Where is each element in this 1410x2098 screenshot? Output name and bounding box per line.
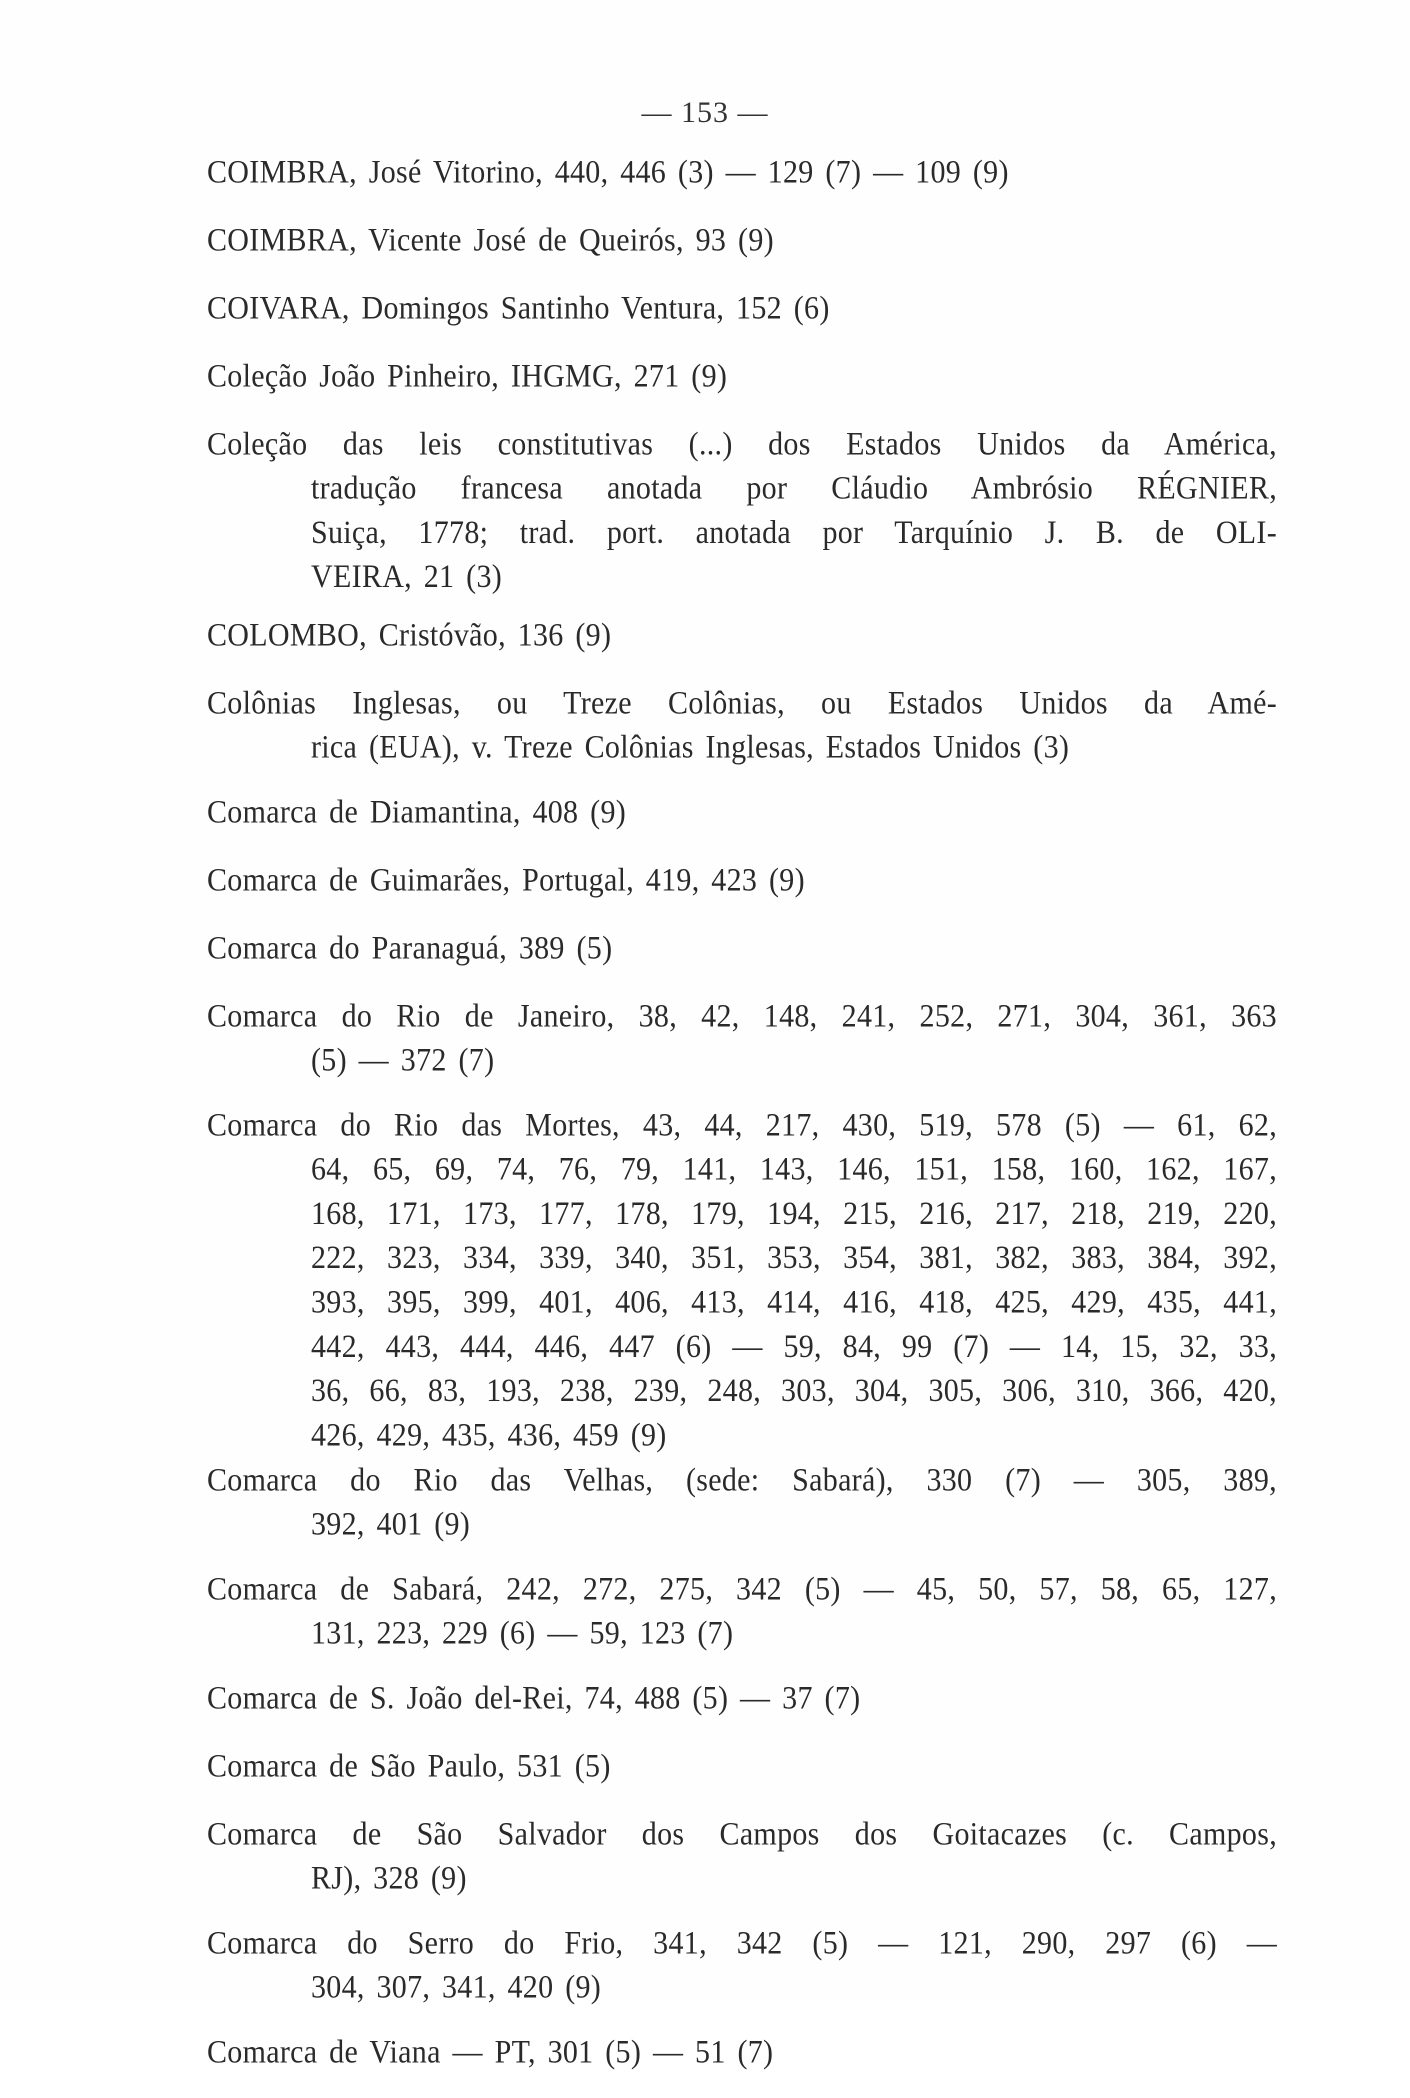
index-entry [207, 354, 1277, 398]
index-entry [207, 858, 1277, 902]
index-entry-continuation-line: 36, 66, 83, 193, 238, 239, 248, 303, 304, 305, 306, 310, 366, 420, [311, 1373, 1277, 1409]
index-entry-heading-line: Comarca do Rio das Velhas, (sede: Sabará), 330 (7) — 305, 389, [207, 1462, 1277, 1498]
index-entry-continuation-line: Suiça, 1778; trad. port. anotada por Tarquínio J. B. de OLI- [311, 514, 1277, 551]
index-entry-heading-line: Comarca do Paranaguá, 389 (5) [207, 930, 613, 966]
index-entry-heading-line: Coleção das leis constitutivas (...) dos Estados Unidos da América, [207, 426, 1277, 462]
index-entry-continuation-line: 392, 401 (9) [311, 1506, 471, 1543]
index-entry-continuation-line: 426, 429, 435, 436, 459 (9) [311, 1417, 667, 1453]
index-entry [207, 1744, 1277, 1788]
index-entry-heading-line: Coleção João Pinheiro, IHGMG, 271 (9) [207, 358, 728, 394]
index-entry [207, 926, 1277, 970]
index-entry [207, 150, 1277, 194]
index-entry-heading-line: COIMBRA, José Vitorino, 440, 446 (3) — 129 (7) — 109 (9) [207, 154, 1009, 190]
index-entry-heading-line: COLOMBO, Cristóvão, 136 (9) [207, 617, 612, 653]
index-entry-continuation-line: (5) — 372 (7) [311, 1042, 495, 1079]
index-entry-heading-line: Comarca de Viana — PT, 301 (5) — 51 (7) [207, 2034, 774, 2070]
index-entry-heading-line: Colônias Inglesas, ou Treze Colônias, ou Estados Unidos da Amé- [207, 685, 1277, 721]
index-entry-continuation-line: 393, 395, 399, 401, 406, 413, 414, 416, 418, 425, 429, 435, 441, [311, 1284, 1277, 1321]
index-entry-continuation-line: 131, 223, 229 (6) — 59, 123 (7) [311, 1615, 734, 1652]
index-entry [207, 790, 1277, 834]
index-entry-continuation-line: tradução francesa anotada por Cláudio Ambrósio RÉGNIER, [311, 470, 1277, 507]
index-entry [207, 1812, 1277, 1901]
index-entry-heading-line: Comarca de Guimarães, Portugal, 419, 423 (9) [207, 862, 805, 898]
index-entry [207, 218, 1277, 262]
index-entry-heading-line: Comarca de São Paulo, 531 (5) [207, 1748, 611, 1784]
index-entry-continuation-line: 442, 443, 444, 446, 447 (6) — 59, 84, 99 (7) — 14, 15, 32, 33, [311, 1328, 1277, 1365]
index-entry-heading-line: Comarca de São Salvador dos Campos dos Goitacazes (c. Campos, [207, 1816, 1277, 1852]
index-entry [207, 1676, 1277, 1720]
index-entry [207, 1921, 1277, 2010]
index-entry-continuation-line: 222, 323, 334, 339, 340, 351, 353, 354, 381, 382, 383, 384, 392, [311, 1240, 1277, 1276]
index-entry [207, 286, 1277, 330]
index-entries-list [207, 150, 1277, 2098]
index-entry-heading-line: Comarca do Rio de Janeiro, 38, 42, 148, 241, 252, 271, 304, 361, 363 [207, 998, 1277, 1034]
index-entry-heading-line: Comarca de Sabará, 242, 272, 275, 342 (5) — 45, 50, 57, 58, 65, 127, [207, 1571, 1277, 1607]
index-entry-heading-line: COIVARA, Domingos Santinho Ventura, 152 (6) [207, 290, 830, 326]
index-entry-continuation-line: 64, 65, 69, 74, 76, 79, 141, 143, 146, 151, 158, 160, 162, 167, [311, 1151, 1277, 1188]
index-entry-continuation-line: rica (EUA), v. Treze Colônias Inglesas, Estados Unidos (3) [311, 729, 1070, 766]
index-entry [207, 1103, 1277, 1457]
index-entry [207, 1458, 1277, 1547]
index-entry [207, 2030, 1277, 2074]
index-entry-heading-line: COIMBRA, Vicente José de Queirós, 93 (9) [207, 222, 774, 258]
index-entry [207, 422, 1277, 599]
index-entry-continuation-line: 168, 171, 173, 177, 178, 179, 194, 215, 216, 217, 218, 219, 220, [311, 1195, 1277, 1232]
index-entry-heading-line: Comarca de Diamantina, 408 (9) [207, 794, 627, 830]
index-entry [207, 681, 1277, 770]
index-entry-continuation-line: RJ), 328 (9) [311, 1860, 467, 1897]
page-number: — 153 — [641, 96, 769, 129]
index-entry [207, 613, 1277, 657]
index-entry-heading-line: Comarca do Serro do Frio, 341, 342 (5) — 121, 290, 297 (6) — [207, 1925, 1277, 1961]
index-entry [207, 994, 1277, 1083]
index-entry-continuation-line: VEIRA, 21 (3) [311, 559, 503, 595]
index-entry [207, 1567, 1277, 1656]
index-entry-heading-line: Comarca do Rio das Mortes, 43, 44, 217, 430, 519, 578 (5) — 61, 62, [207, 1107, 1277, 1143]
index-entry-continuation-line: 304, 307, 341, 420 (9) [311, 1969, 602, 2006]
index-entry-heading-line: Comarca de S. João del-Rei, 74, 488 (5) — 37 (7) [207, 1680, 861, 1716]
